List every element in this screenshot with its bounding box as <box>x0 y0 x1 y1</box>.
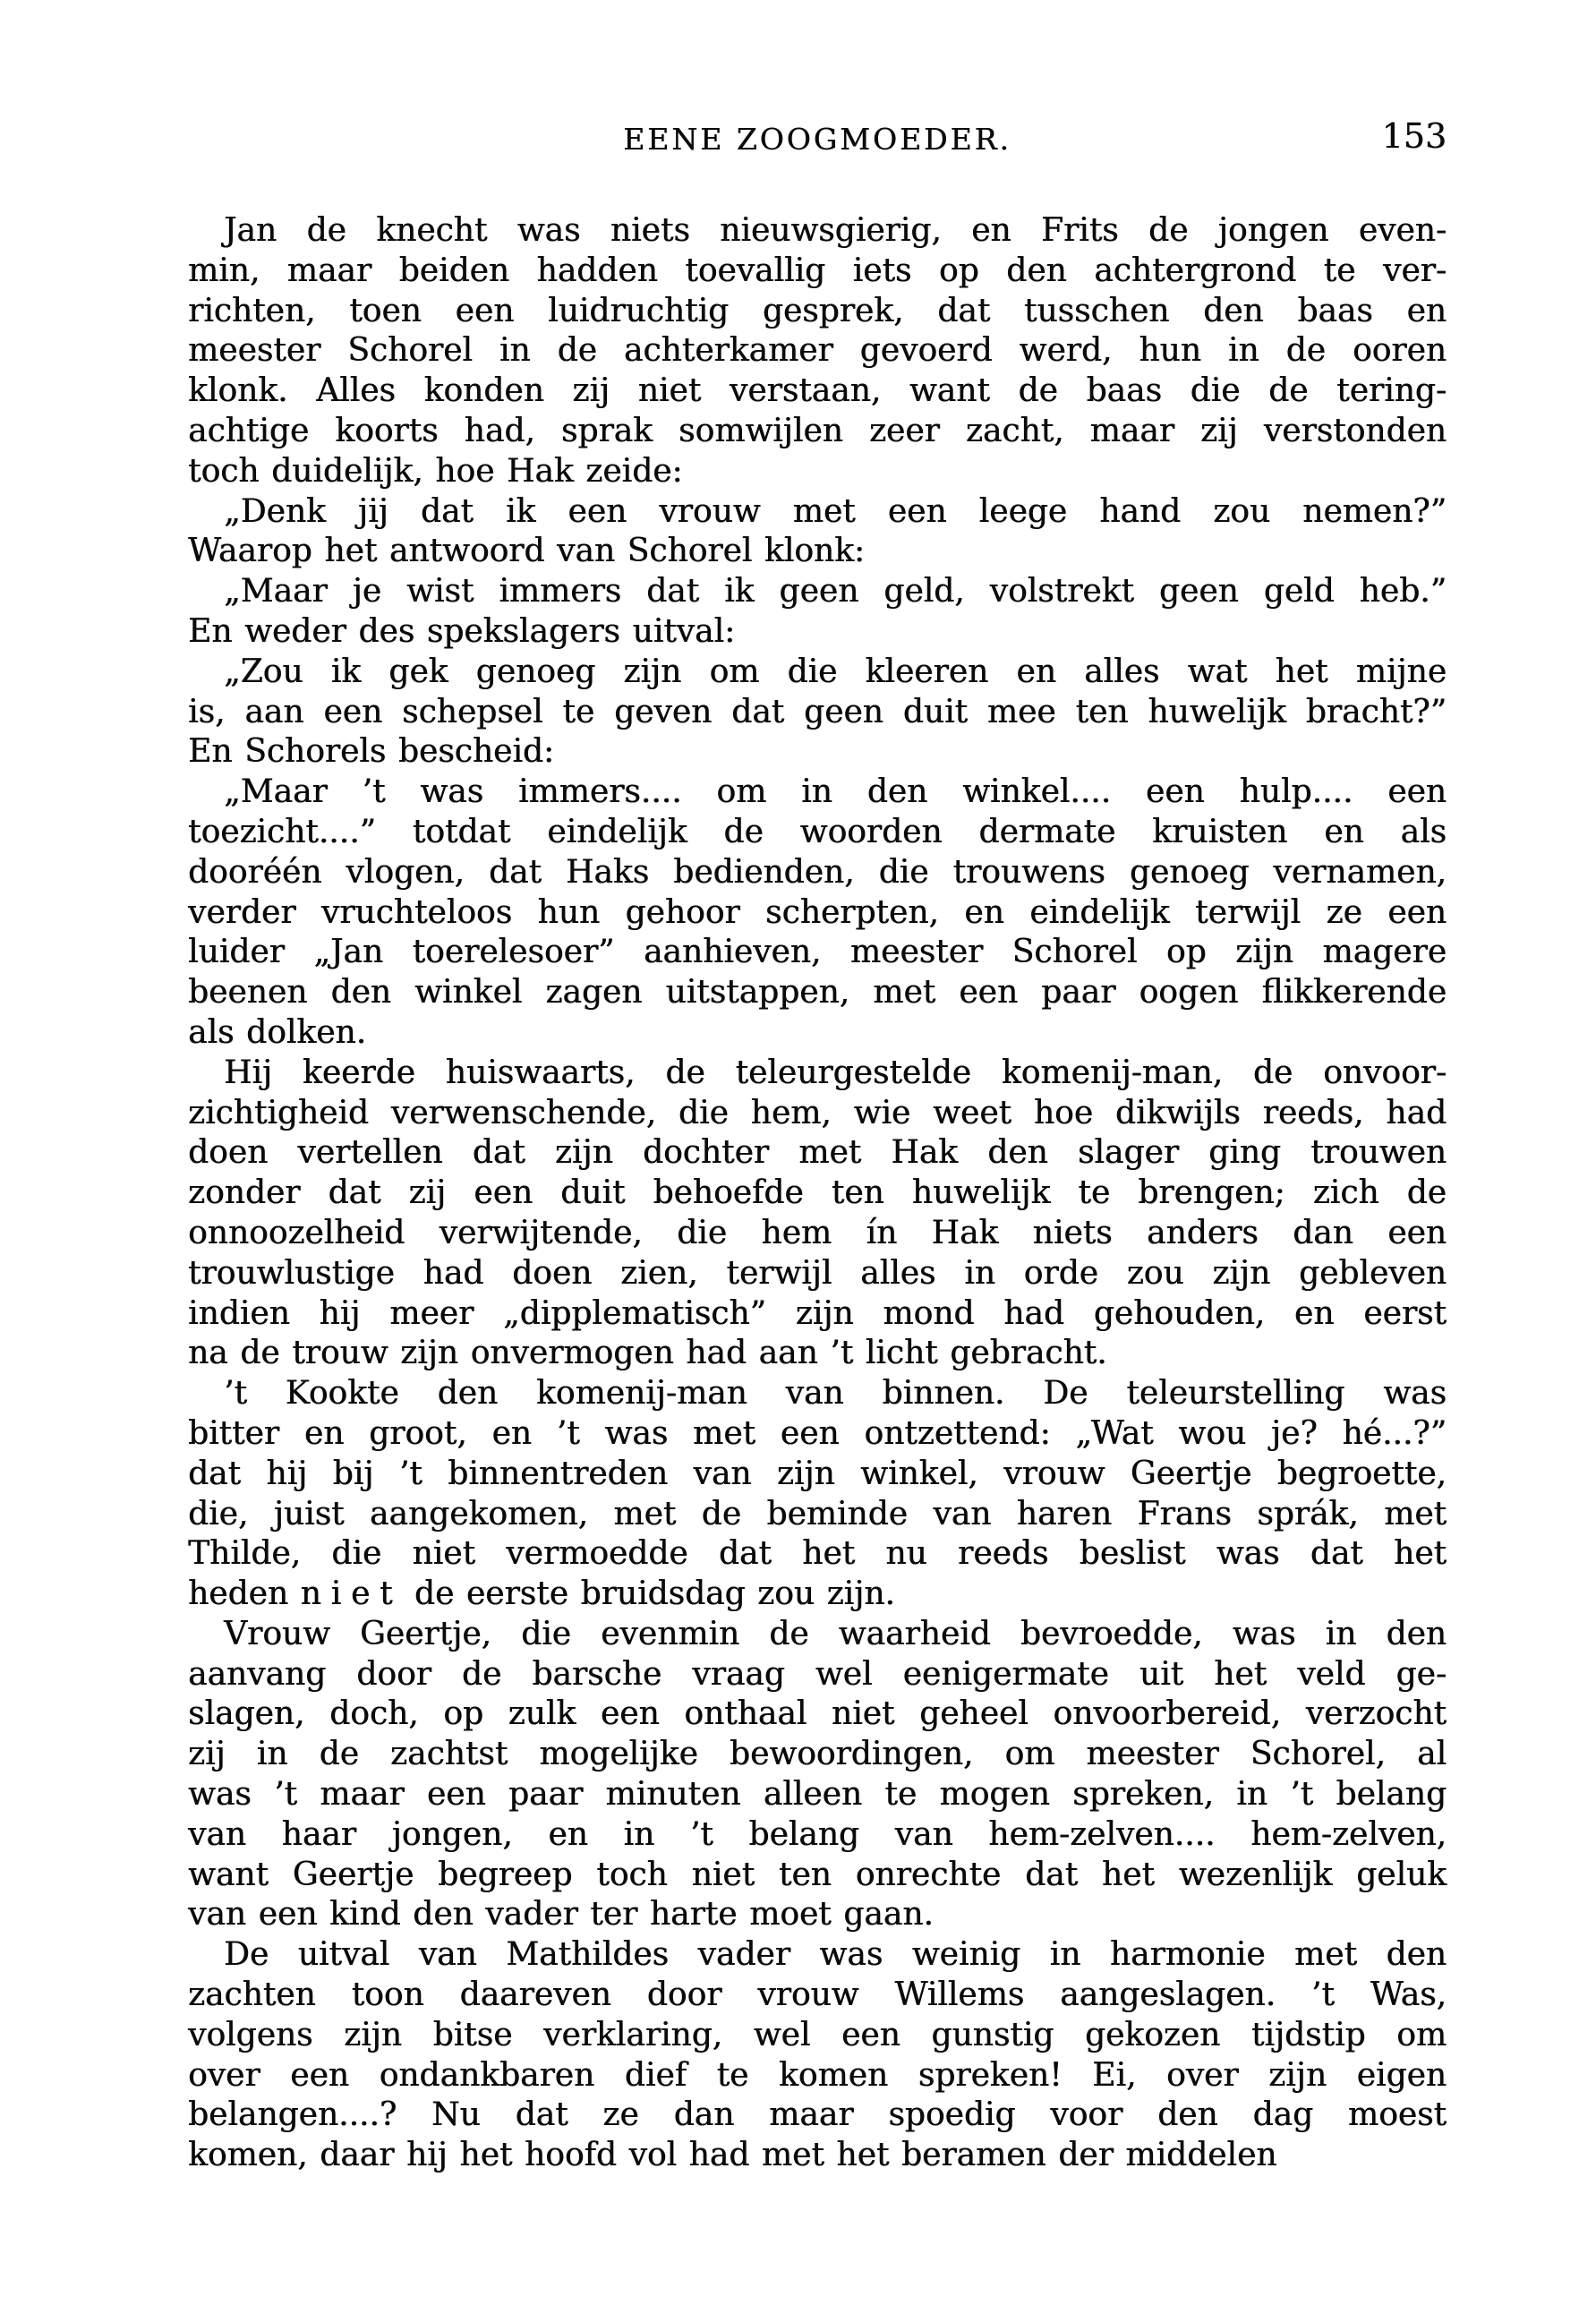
text-line: dat hij bij ’t binnentreden van zijn winkel, vrouw Geertje begroette, <box>188 1455 1447 1492</box>
text-line: na de trouw zijn onvermogen had aan ’t licht gebracht. <box>188 1335 1107 1372</box>
text-line: dooréén vlogen, dat Haks bedienden, die trouwens genoeg vernamen, <box>188 853 1447 891</box>
text-line: heden niet de eerste bruidsdag zou zijn. <box>188 1575 895 1613</box>
text-line: „Maar ’t was immers.... om in den winkel.... een hulp.... een <box>224 773 1447 811</box>
text-line: achtige koorts had, sprak somwijlen zeer zacht, maar zij verstonden <box>188 412 1447 449</box>
text-line: Vrouw Geertje, die evenmin de waarheid bevroedde, was in den <box>224 1615 1447 1652</box>
text-line: Thilde, die niet vermoedde dat het nu reeds beslist was dat het <box>188 1535 1447 1573</box>
text-line: toch duidelijk, hoe Hak zeide: <box>188 452 683 490</box>
text-line: Jan de knecht was niets nieuwsgierig, en Frits de jongen even- <box>224 212 1447 249</box>
text-line: En Schorels bescheid: <box>188 733 555 771</box>
text-line: indien hij meer „dipplematisch” zijn mond had gehouden, en eerst <box>188 1294 1447 1332</box>
text-line: De uitval van Mathildes vader was weinig in harmonie met den <box>224 1936 1447 1974</box>
text-line: trouwlustige had doen zien, terwijl alles in orde zou zijn gebleven <box>188 1254 1447 1292</box>
text-line: „Zou ik gek genoeg zijn om die kleeren en alles wat het mijne <box>224 653 1447 690</box>
text-line: En weder des spekslagers uitval: <box>188 612 736 650</box>
letterspaced-word: niet <box>300 1575 403 1613</box>
text-line: was ’t maar een paar minuten alleen te mogen spreken, in ’t belang <box>188 1776 1447 1814</box>
text-line: verder vruchteloos hun gehoor scherpten, en eindelijk terwijl ze een <box>188 893 1447 931</box>
text-line: Waarop het antwoord van Schorel klonk: <box>188 533 866 570</box>
text-line: belangen....? Nu dat ze dan maar spoedig voor den dag moest <box>188 2096 1447 2134</box>
page-header <box>188 115 1447 159</box>
text-line: Hij keerde huiswaarts, de teleurgestelde komenij-man, de onvoor- <box>224 1054 1447 1091</box>
text-line: ’t Kookte den komenij-man van binnen. De teleurstelling was <box>224 1375 1447 1413</box>
text-line: over een ondankbaren dief te komen spreken! Ei, over zijn eigen <box>188 2056 1447 2094</box>
text-line: komen, daar hij het hoofd vol had met het beramen der middelen <box>188 2137 1277 2174</box>
text-line: klonk. Alles konden zij niet verstaan, want de baas die de tering- <box>188 372 1447 410</box>
text-line: zichtigheid verwenschende, die hem, wie weet hoe dikwijls reeds, had <box>188 1094 1447 1131</box>
text-line: richten, toen een luidruchtig gesprek, dat tusschen den baas en <box>188 292 1447 329</box>
text-line: „Denk jij dat ik een vrouw met een leege hand zou nemen?” <box>224 492 1447 530</box>
running-title: EENE ZOOGMOEDER. <box>623 122 1011 157</box>
text-line: als dolken. <box>188 1013 367 1051</box>
text-line: is, aan een schepsel te geven dat geen duit mee ten huwelijk bracht?” <box>188 693 1447 730</box>
text-line: doen vertellen dat zijn dochter met Hak den slager ging trouwen <box>188 1134 1447 1172</box>
text-line: onnoozelheid verwijtende, die hem ín Hak niets anders dan een <box>188 1214 1447 1251</box>
text-line: min, maar beiden hadden toevallig iets op den achtergrond te ver- <box>188 252 1447 289</box>
text-line: zij in de zachtst mogelijke bewoordingen, om meester Schorel, al <box>188 1736 1447 1773</box>
text-line: zachten toon daareven door vrouw Willems aangeslagen. ’t Was, <box>188 1976 1447 2014</box>
text-line: beenen den winkel zagen uitstappen, met een paar oogen flikkerende <box>188 974 1447 1012</box>
text-line: die, juist aangekomen, met de beminde van haren Frans sprák, met <box>188 1495 1447 1532</box>
body-text <box>188 211 1447 2176</box>
page-number: 153 <box>1381 116 1447 156</box>
text-line: luider „Jan toerelesoer” aanhieven, meester Schorel op zijn magere <box>188 934 1447 971</box>
text-line: toezicht....” totdat eindelijk de woorden dermate kruisten en als <box>188 813 1447 850</box>
text-line: meester Schorel in de achterkamer gevoerd werd, hun in de ooren <box>188 332 1447 370</box>
text-line: bitter en groot, en ’t was met een ontzettend: „Wat wou je? hé...?” <box>188 1414 1447 1452</box>
text-line: slagen, doch, op zulk een onthaal niet geheel onvoorbereid, verzocht <box>188 1695 1447 1733</box>
text-line: aanvang door de barsche vraag wel eenigermate uit het veld ge- <box>188 1655 1447 1693</box>
text-line: zonder dat zij een duit behoefde ten huwelijk te brengen; zich de <box>188 1174 1447 1212</box>
text-line: van haar jongen, en in ’t belang van hem-zelven.... hem-zelven, <box>188 1815 1447 1853</box>
text-line: „Maar je wist immers dat ik geen geld, volstrekt geen geld heb.” <box>224 573 1447 610</box>
text-line: want Geertje begreep toch niet ten onrechte dat het wezenlijk geluk <box>188 1856 1447 1893</box>
text-line: van een kind den vader ter harte moet gaan. <box>188 1896 934 1934</box>
text-line: volgens zijn bitse verklaring, wel een gunstig gekozen tijdstip om <box>188 2016 1447 2053</box>
